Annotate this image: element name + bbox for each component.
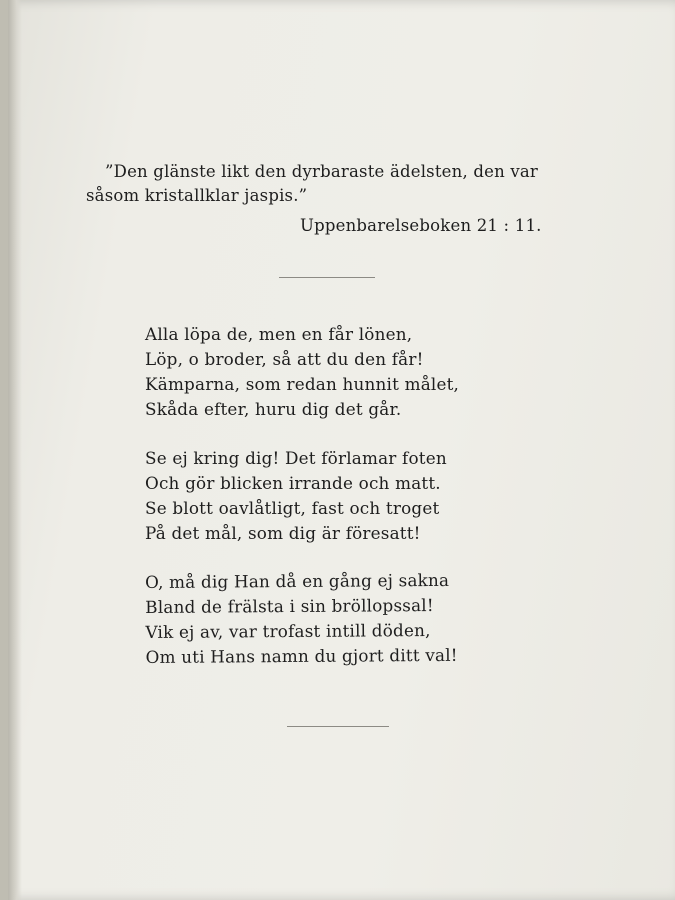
epigraph-line-1: ”Den glänste likt den dyrbaraste ädelsten, den var <box>105 162 539 181</box>
poem-line: Bland de frälsta i sin bröllopssal! <box>145 594 434 617</box>
poem-line: Skåda efter, huru dig det går. <box>145 399 402 419</box>
epigraph-citation: Uppenbarelseboken 21 : 11. <box>300 216 542 235</box>
poem-line: Alla löpa de, men en får lönen, <box>145 324 413 344</box>
poem-line: Kämparna, som redan hunnit målet, <box>145 374 460 394</box>
epigraph-line-2: såsom kristallklar jaspis.” <box>86 186 308 205</box>
divider-rule-bottom <box>287 726 389 727</box>
poem-line: På det mål, som dig är föresatt! <box>145 523 421 543</box>
poem-line: Om uti Hans namn du gjort ditt val! <box>145 644 458 667</box>
poem-line: Löp, o broder, så att du den får! <box>145 349 424 369</box>
poem-line: Se blott oavlåtligt, fast och troget <box>145 498 440 518</box>
page-gutter-shadow <box>8 0 22 900</box>
poem-line: Vik ej av, var trofast intill döden, <box>145 620 431 642</box>
poem-stanza-2 <box>145 446 447 546</box>
poem-stanza-3 <box>145 568 458 670</box>
poem-line: Se ej kring dig! Det förlamar foten <box>145 448 447 468</box>
divider-rule-top <box>279 277 375 278</box>
poem-stanza-1 <box>145 322 459 422</box>
poem-line: O, må dig Han då en gång ej sakna <box>145 569 450 592</box>
poem-line: Och gör blicken irrande och matt. <box>145 473 441 493</box>
